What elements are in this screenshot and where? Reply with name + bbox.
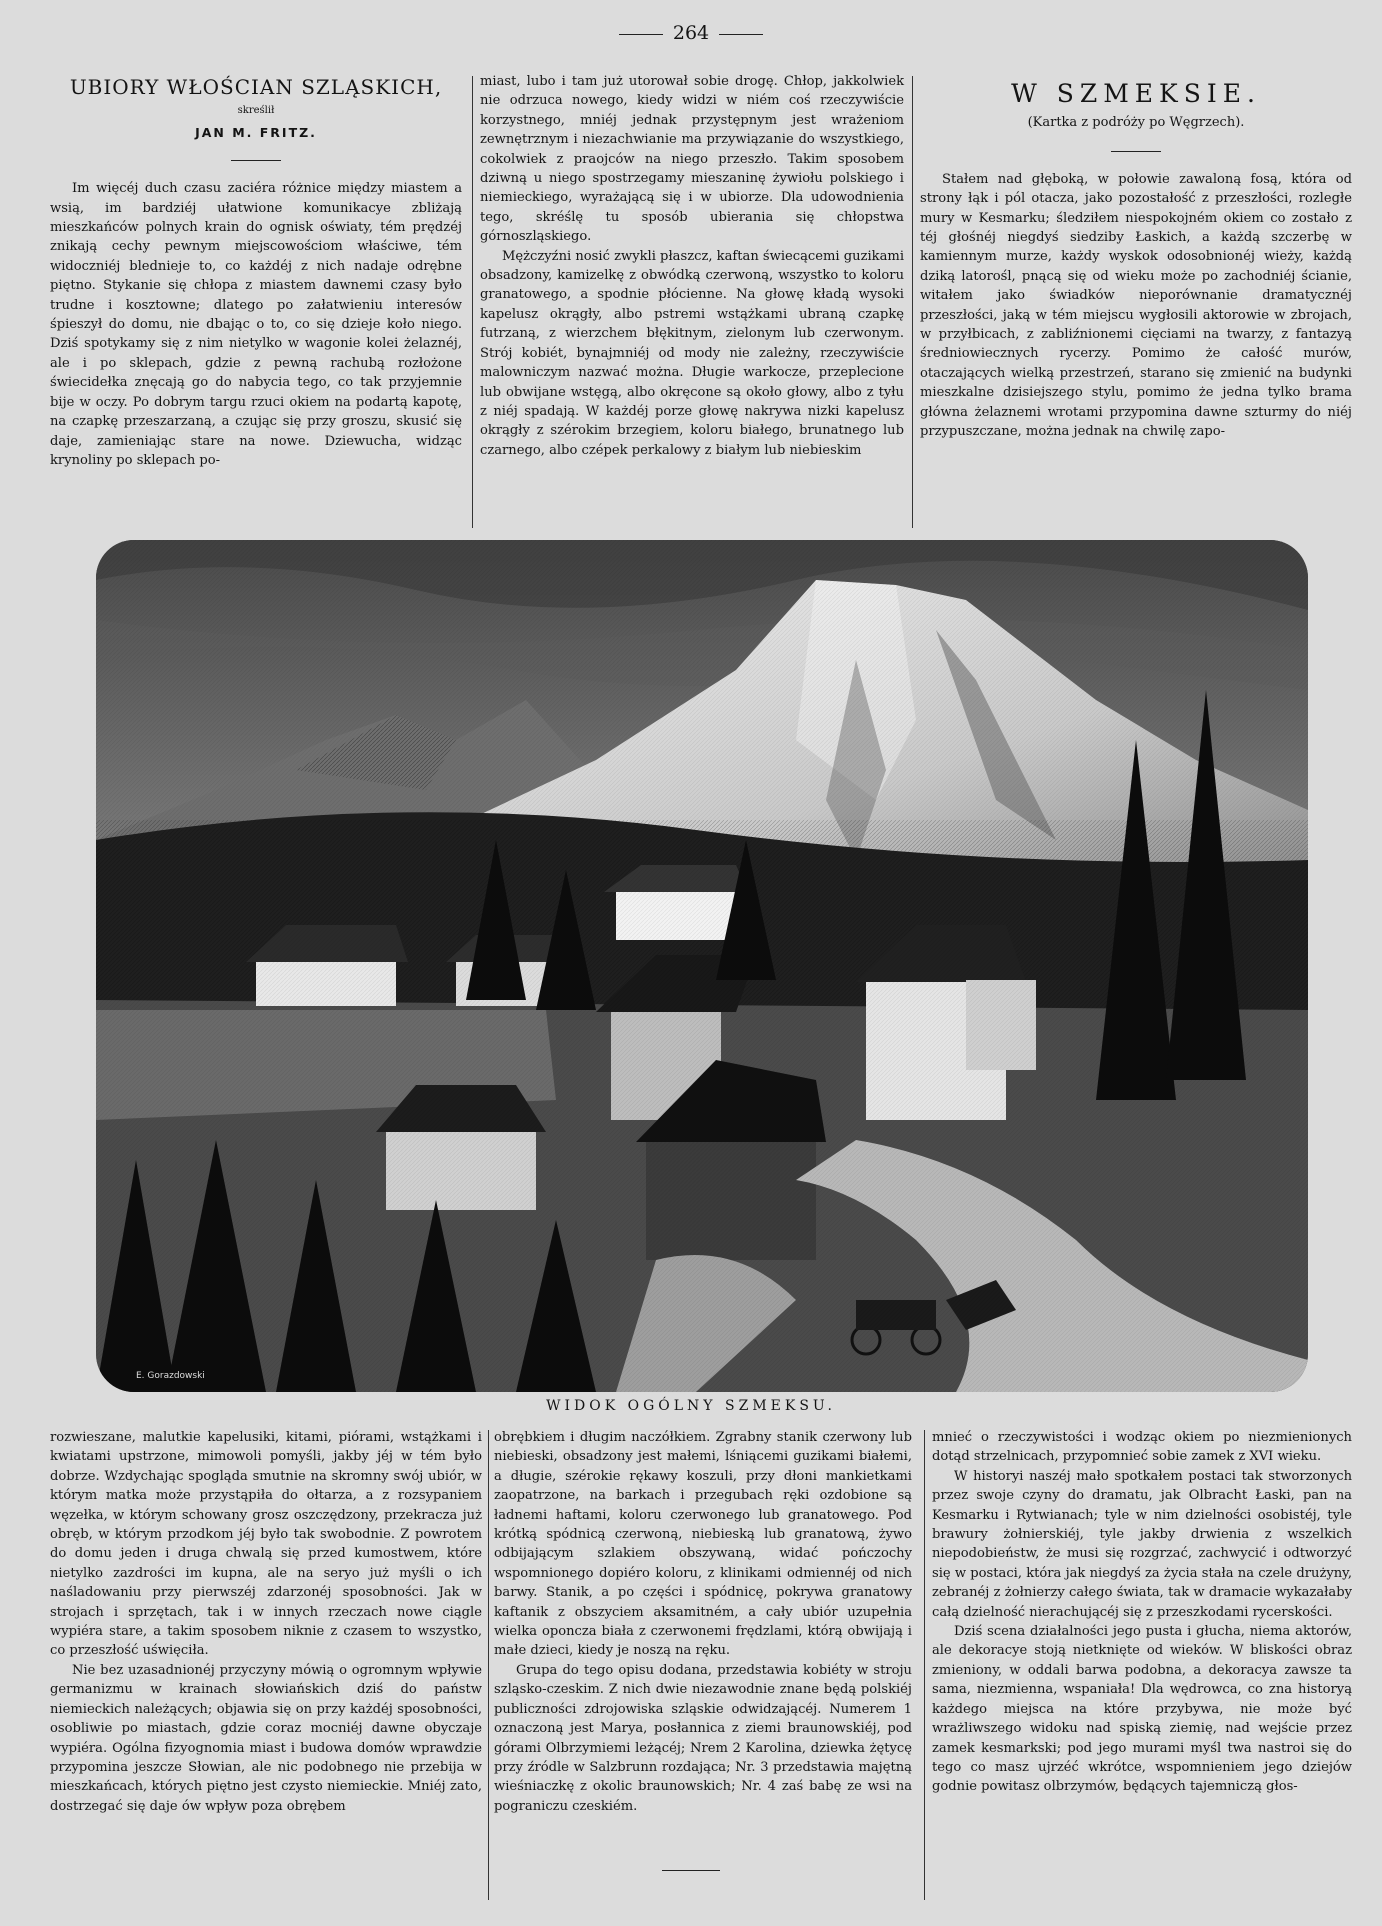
article1-paragraph: Mężczyźni nosić zwykli płaszcz, kaftan świecącemi guzikami obsadzony, kamizelkę z obwódką czerwoną, wszystko to koloru granatowego, a spodnie płócienne. Na głowę kładą wysoki kapelusz okrągły, albo pstremi wstążkami ubraną czapkę futrzaną, z wierzchem błękitnym, zielonym lub czerwonym. Strój kobiét, bynajmniéj od mody nie zależny, rzeczywiście malowniczym nazwać można. Długie warkocze, przeplecione lub obwijane wstęgą, albo okręcone są około głowy, albo z tyłu z niéj spadają. W każdéj porze głowę nakrywa nizki kapelusz okrągły z szérokim brzegiem, koloru białego, brunatnego lub czarnego, albo czépek perkalowy z białym lub niebieskim	[480, 248, 905, 458]
article1-bottom-column1	[50, 1428, 482, 1816]
article2-paragraph: Dziś scena działalności jego pusta i głucha, niema aktorów, ale dekoracye stoją nietknięte od wieków. W bliskości obraz zmieniony, w oddali barwa podobna, a dekoracya zawsze ta sama, niezmienna, wspaniała! Dla wędrowca, co zna historyą każdego miejsca na które przybywa, nie może być wrażliwszego widoku nad spiską ziemię, nad wejście przez zamek kesmarkski; pod jego murami myśl twa nastroi się do tego co masz ujrzéć wkrótce, wspomnieniem jego dziejów godnie powitasz olbrzymów, będących tajemniczą głos-	[932, 1624, 1352, 1795]
article2-top-column	[920, 72, 1352, 442]
article1-top-column2	[480, 72, 904, 460]
column-divider	[912, 76, 913, 528]
article-end-rule	[662, 1870, 720, 1871]
column-divider	[488, 1430, 489, 1900]
column-divider	[924, 1430, 925, 1900]
article1-title: UBIORY WŁOŚCIAN SZLĄSKICH,	[69, 75, 443, 99]
article2-paragraph: W historyi naszéj mało spotkałem postaci tak stworzonych przez swoje czyny do dramatu, jak Olbracht Łaski, pan na Kesmarku i Rytwianach; tyle w nim dzielności osobistéj, tyle brawury żołnierskiéj, tyle jakby drwienia z wszelkich niepodobieństw, że musi się rozgrzać, zachwycić i odtworzyć się w postaci, która jak niegdyś za życia stała na czele drużyny, zebranéj z żołnierzy całego świata, tak w dramacie wykazałaby całą dzielność nierachującéj się z przeszkodami rycerskości.	[932, 1468, 1352, 1620]
illustration-caption: WIDOK OGÓLNY SZMEKSU.	[546, 1398, 836, 1414]
article1-bottom-column2	[494, 1428, 912, 1816]
article2-paragraph: mnieć o rzeczywistości i wodząc okiem po niezmienionych dotąd strzelnicach, przypomnieć sobie zamek z XVI wieku.	[932, 1430, 1352, 1465]
article1-paragraph: rozwieszane, malutkie kapelusiki, kitami, piórami, wstążkami i kwiatami upstrzone, mimowoli pomyśli, jakby jéj w tém było dobrze. Wzdychając spogląda smutnie na skromny swój ubiór, w którym matka może przystąpiła do ołtarza, a z rozsypaniem węzełka, w którym schowany grosz oszczędzony, przekracza już obręb, w którym przodkom jéj było tak swobodnie. Z powrotem do domu jeden i druga chwalą się przed kumostwem, które nietylko zazdrości im kupna, ale na seryo już myśli o ich naśladowaniu przy pierwszéj zdarzonéj sposobności. Jak w strojach i sprzętach, tak i w innych rzeczach nowe ciągle wypiéra stare, a takim sposobem niknie z czasem to wszystko, co przeszłość uświęciła.	[50, 1430, 482, 1659]
article1-byline: skreślił	[237, 105, 275, 117]
article2-title: W SZMEKSIE.	[1011, 79, 1261, 108]
landscape-engraving	[96, 540, 1308, 1392]
article2-subtitle: (Kartka z podróży po Węgrzech).	[1027, 115, 1245, 131]
article1-top-column1	[50, 72, 462, 470]
article1-author: JAN M. FRITZ.	[195, 124, 317, 140]
page-number: 264	[0, 22, 1382, 44]
article1-paragraph: obrębkiem i długim naczółkiem. Zgrabny stanik czerwony lub niebieski, obsadzony jest małemi, lśniącemi guzikami białemi, a długie, szérokie rękawy koszuli, przy dłoni mankietkami zaopatrzone, na barkach i przegubach ręki ozdobione są ładnemi haftami, koloru czerwonego lub granatowego. Pod krótką spódnicą czerwoną, niebieską lub granatową, żywo odbijającym szlakiem obszywaną, widać pończochy wspomnionego dopiéro koloru, z klinikami odmiennéj od nich barwy. Stanik, a po części i spódnicę, pokrywa granatowy kaftanik z obszyciem aksamitném, a cały ubiór uzupełnia wielka oponcza biała z czerwonemi frędzlami, którą obwijają i małe dzieci, kiedy je noszą na ręku.	[494, 1430, 912, 1659]
article1-paragraph: miast, lubo i tam już utorował sobie drogę. Chłop, jakkolwiek nie odrzuca nowego, kiedy widzi w niém coś rzeczywiście korzystnego, mniéj jednak przystępnym jest wrażeniom zewnętrznym i niezachwianie ma przywiązanie do wszystkiego, cokolwiek z praojców na niego przeszło. Takim sposobem dziwną u niego spostrzegamy mieszaninę żywiołu polskiego i niemieckiego, wyrażającą się i w ubiorze. Dla udowodnienia tego, skréślę tu sposób ubierania się chłopstwa górnoszląskiego.	[480, 74, 904, 245]
article1-paragraph: Nie bez uzasadnionéj przyczyny mówią o ogromnym wpływie germanizmu w krainach słowiańskich dziś do państw niemieckich należących; objawia się on przy każdéj sposobności, osobliwie po miastach, gdzie coraz mocniéj dawne obyczaje wypiéra. Ogólna fizyognomia miast i budowa domów wprawdzie przypomina jeszcze Słowian, ale nic podobnego nie przebija w mieszkańcach, których piętno jest czysto niemieckie. Mniéj zato, dostrzegać się daje ów wpływ poza obrębem	[50, 1662, 482, 1814]
engraver-signature: E. Gorazdowski	[136, 1371, 205, 1381]
article2-bottom-column	[932, 1428, 1352, 1797]
article1-paragraph: Grupa do tego opisu dodana, przedstawia kobiéty w stroju szląsko-czeskim. Z nich dwie niezawodnie znane będą polskiéj publiczności zdrojowiska szląskie odwidzającéj. Numerem 1 oznaczoną jest Marya, posłannica z ziemi braunowskiéj, pod górami Olbrzymiemi leżącéj; Nrem 2 Karolina, dziewka żętycę przy źródle w Salzbrunn rozdająca; Nr. 3 przedstawia majętną wieśniaczkę z okolic braunowskich; Nr. 4 zaś babę ze wsi na pograniczu czeskiém.	[494, 1662, 912, 1814]
article1-paragraph: Im więcéj duch czasu zaciéra różnice między miastem a wsią, im bardziéj ułatwione komunikacye zbliżają mieszkańców polnych krain do ognisk oświaty, tém prędzéj znikają cechy pewnym miejscowościom właściwe, tém widoczniéj blednieje to, co każdéj z nich nadaje odrębne piętno. Stykanie się chłopa z miastem dawnemi czasy było trudne i kosztowne; dlatego po załatwieniu interesów śpieszył do domu, nie dbając o to, co się dzieje koło niego. Dziś spotykamy się z nim nietylko w wagonie kolei żelaznéj, ale i po sklepach, gdzie z pewną rachubą rozłożone świecidełka znęcają go do nabycia tego, co tak przyjemnie bije w oczy. Po dobrym targu rzuci okiem na podartą kapotę, na czapkę przeszarzaną, a czując się przy groszu, skusić się daje, zamieniając stare na nowe. Dziewucha, widząc krynoliny po sklepach po-	[50, 181, 462, 468]
article2-paragraph: Stałem nad głęboką, w połowie zawaloną fosą, która od strony łąk i pól otacza, jako pozostałość z przeszłości, rozległe mury w Kesmarku; śledziłem niespokojném okiem co zostało z téj głośnéj niegdyś siedziby Łaskich, a każdą szczerbę w kamiennym murze, każdy wyskok odosobnionéj wieży, każdą dziką latorośl, pnącą się od wieku może po zachodniéj ścianie, witałem jako świadków nieporównanie dramatycznéj przeszłości, jaką w tém miejscu wygłosili aktorowie w zbrojach, w przyłbicach, z zabliźnionemi cięciami na twarzy, z fantazyą średniowiecznych rycerzy. Pomimo że całość murów, otaczających wielką przestrzeń, starano się zmienić na budynki mieszkalne dzisiejszego stylu, pomimo że jedna tylko brama główna żelaznemi wrotami przypomina dawne szturmy do niéj przypuszczane, można jednak na chwilę zapo-	[920, 171, 1352, 440]
column-divider	[472, 76, 473, 528]
